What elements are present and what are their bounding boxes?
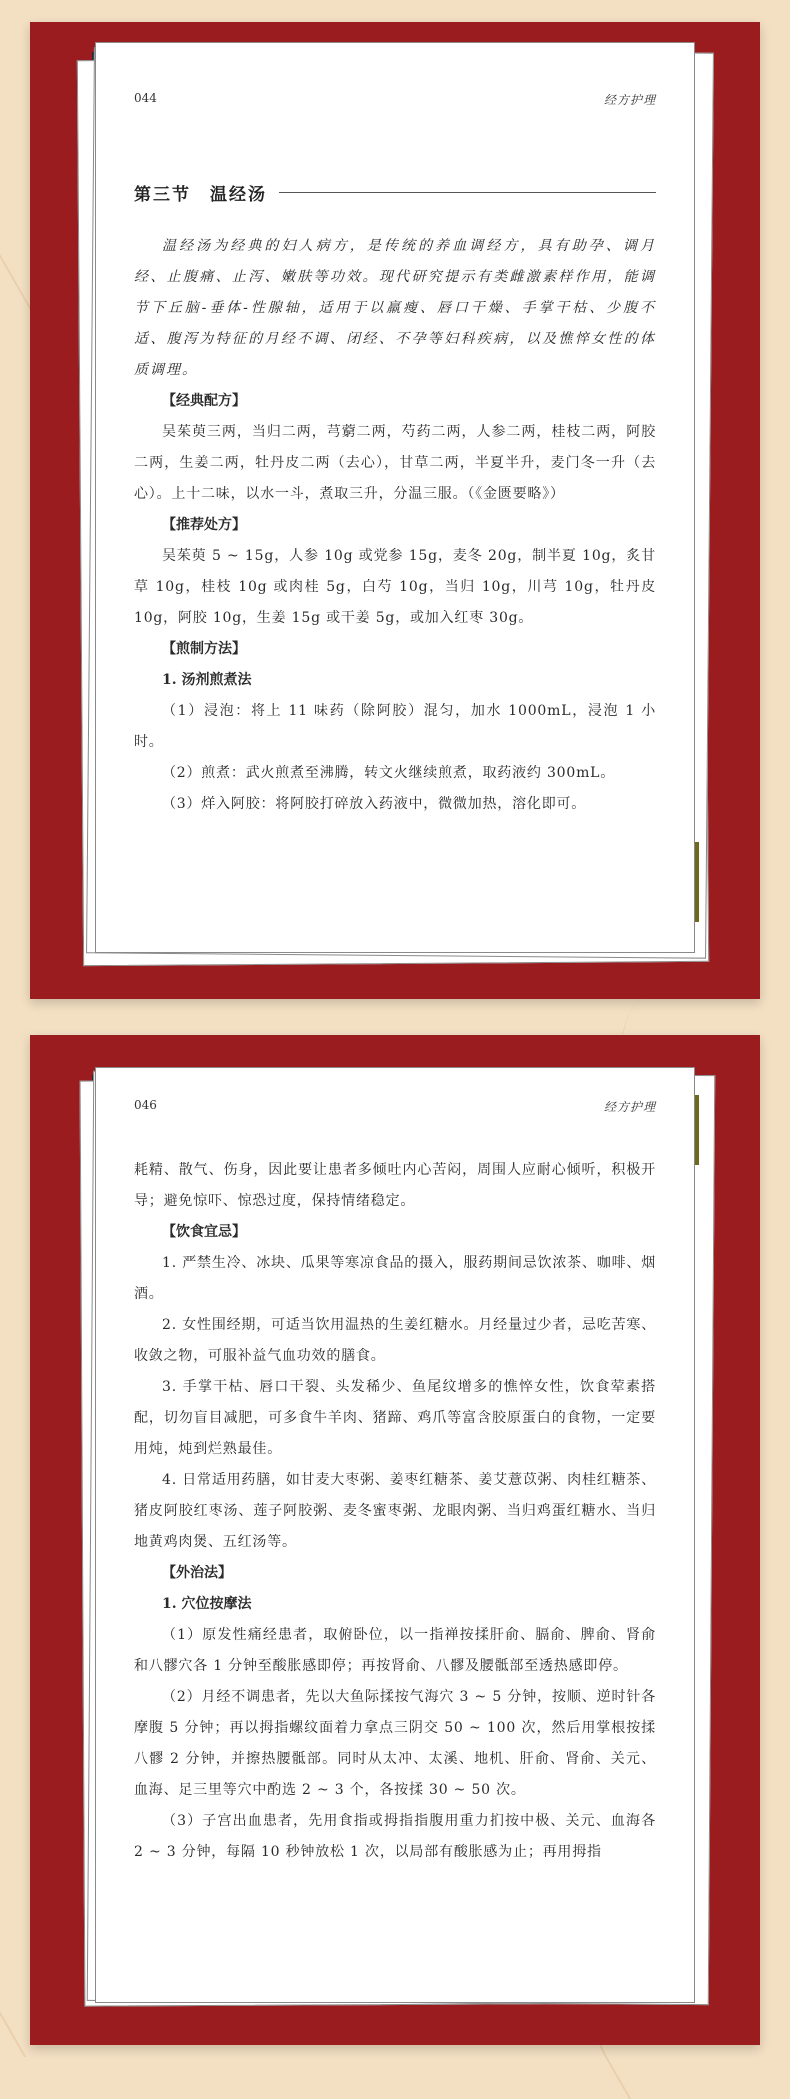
classic-formula-text: 吴茱萸三两，当归二两，芎藭二两，芍药二两，人参二两，桂枝二两，阿胶二两，生姜二两，牡丹皮二两（去心），甘草二两，半夏半升，麦门冬一升（去心）。上十二味，以水一斗，煮取三升，分温三服。（《金匮要略》）	[134, 424, 656, 502]
massage-item: （2）月经不调患者，先以大鱼际揉按气海穴 3 ~ 5 分钟，按顺、逆时针各摩腹 5 分钟；再以拇指螺纹面着力拿点三阴交 50 ~ 100 次，然后用掌根按揉八髎 2 分钟，并擦热腰骶部。同时从太冲、太溪、地机、肝俞、肾俞、关元、血海、足三里等穴中酌选 2 ~ 3 个，各按揉 30 ~ 50 次。	[134, 1689, 656, 1798]
diet-item: 4. 日常适用药膳，如甘麦大枣粥、姜枣红糖茶、姜艾薏苡粥、肉桂红糖茶、猪皮阿胶红枣汤、莲子阿胶粥、麦冬蜜枣粥、龙眼肉粥、当归鸡蛋红糖水、当归地黄鸡肉煲、五红汤等。	[134, 1472, 656, 1550]
page-content	[134, 1155, 656, 1868]
book-page-card-1	[30, 22, 760, 999]
preparation-step: （1）浸泡：将上 11 味药（除阿胶）混匀，加水 1000mL，浸泡 1 小时。	[134, 703, 656, 750]
book-title: 经方护理	[603, 1100, 656, 1114]
running-head	[134, 91, 656, 108]
page-number: 044	[134, 91, 157, 105]
title-rule	[279, 192, 656, 193]
section-title-text: 第三节 温经汤	[134, 185, 267, 205]
section-title	[134, 180, 656, 205]
diet-item: 2. 女性围经期，可适当饮用温热的生姜红糖水。月经量过少者，忌吃苦寒、收敛之物，可服补益气血功效的膳食。	[134, 1317, 656, 1364]
book-title: 经方护理	[603, 93, 656, 107]
diet-item: 1. 严禁生冷、冰块、瓜果等寒凉食品的摄入，服药期间忌饮浓茶、咖啡、烟酒。	[134, 1255, 656, 1302]
book-page-card-2	[30, 1035, 760, 2045]
massage-item: （1）原发性痛经患者，取俯卧位，以一指禅按揉肝俞、膈俞、脾俞、肾俞和八髎穴各 1 分钟至酸胀感即停；再按肾俞、八髎及腰骶部至透热感即停。	[134, 1627, 656, 1674]
classic-formula-heading: 【经典配方】	[162, 393, 246, 409]
recommended-formula-text: 吴茱萸 5 ~ 15g，人参 10g 或党参 15g，麦冬 20g，制半夏 10g，炙甘草 10g，桂枝 10g 或肉桂 5g，白芍 10g，当归 10g，川芎 10g，牡丹皮 10g，阿胶 10g，生姜 15g 或干姜 5g，或加入红枣 30g。	[134, 548, 656, 626]
page-number: 046	[134, 1098, 157, 1112]
diet-heading: 【饮食宜忌】	[162, 1224, 246, 1240]
decoction-subheading: 1. 汤剂煎煮法	[162, 672, 252, 688]
running-head	[134, 1098, 656, 1115]
preparation-step: （3）烊入阿胶：将阿胶打碎放入药液中，微微加热，溶化即可。	[162, 796, 587, 812]
book-page-046	[95, 1067, 695, 2003]
acupoint-massage-subheading: 1. 穴位按摩法	[162, 1596, 252, 1612]
opening-paragraph: 耗精、散气、伤身，因此要让患者多倾吐内心苦闷，周围人应耐心倾听，积极开导；避免惊吓、惊恐过度，保持情绪稳定。	[134, 1162, 656, 1209]
recommended-formula-heading: 【推荐处方】	[162, 517, 246, 533]
book-page-044	[95, 42, 695, 953]
preparation-step: （2）煎煮：武火煎煮至沸腾，转文火继续煎煮，取药液约 300mL。	[162, 765, 616, 781]
external-treatment-heading: 【外治法】	[162, 1565, 232, 1581]
massage-item: （3）子宫出血患者，先用食指或拇指指腹用重力扪按中极、关元、血海各 2 ~ 3 分钟，每隔 10 秒钟放松 1 次，以局部有酸胀感为止；再用拇指	[134, 1813, 656, 1860]
diet-item: 3. 手掌干枯、唇口干裂、头发稀少、鱼尾纹增多的憔悴女性，饮食荤素搭配，切勿盲目减肥，可多食牛羊肉、猪蹄、鸡爪等富含胶原蛋白的食物，一定要用炖，炖到烂熟最佳。	[134, 1379, 656, 1457]
preparation-method-heading: 【煎制方法】	[162, 641, 246, 657]
intro-paragraph: 温经汤为经典的妇人病方，是传统的养血调经方，具有助孕、调月经、止腹痛、止泻、嫩肤等功效。现代研究提示有类雌激素样作用，能调节下丘脑-垂体-性腺轴，适用于以羸瘦、唇口干燥、手掌干枯、少腹不适、腹泻为特征的月经不调、闭经、不孕等妇科疾病，以及憔悴女性的体质调理。	[134, 238, 656, 378]
